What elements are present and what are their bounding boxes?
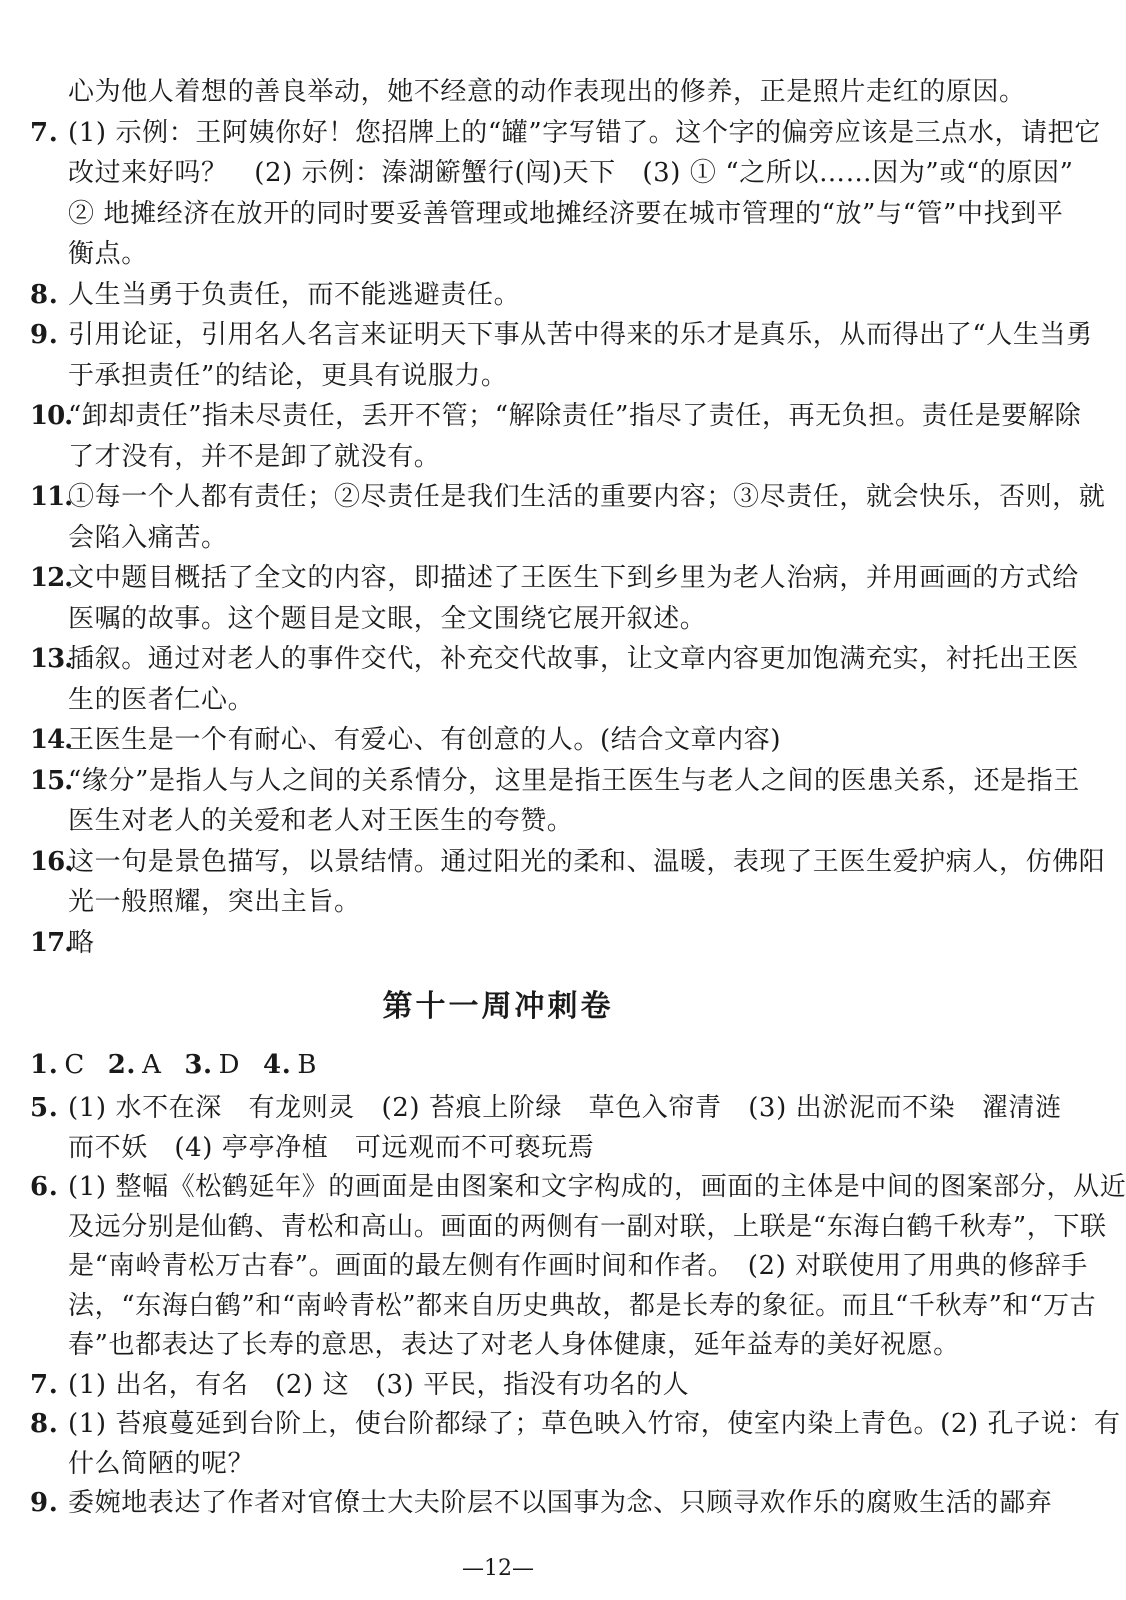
answer-text: ①每一个人都有责任；②尽责任是我们生活的重要内容；③尽责任，就会快乐，否则，就: [68, 482, 1106, 512]
answer-item: [30, 1404, 1121, 1444]
answer-text: ② 地摊经济在放开的同时要妥善管理或地摊经济要在城市管理的“放”与“管”中找到平: [68, 198, 1064, 229]
answer-text: 插叙。通过对老人的事件交代，补充交代故事，让文章内容更加饱满充实，衬托出王医: [68, 644, 1079, 674]
answer-continuation: [68, 1286, 1097, 1326]
answer-continuation: [68, 234, 978, 274]
answer-text: 春”也都表达了长寿的意思，表达了对老人身体健康，延年益寿的美好祝愿。: [68, 1330, 960, 1360]
answer-continuation: [68, 1128, 978, 1168]
answer-item: [30, 113, 1101, 153]
section-title: 第十一周冲刺卷: [382, 989, 614, 1024]
answer-text: 什么简陋的呢？: [68, 1448, 255, 1479]
answer-text: 了才没有，并不是卸了就没有。: [68, 441, 441, 472]
answer-continuation: [68, 194, 1064, 234]
answer-text: 心为他人着想的善良举动，她不经意的动作表现出的修养，正是照片走红的原因。: [68, 77, 1026, 107]
answer-continuation: [68, 356, 978, 396]
answer-item: [30, 1167, 1126, 1207]
answer-text: 改过来好吗？ (2) 示例：溱湖簖蟹行(闯)天下 (3) ① “之所以……因为”或“的原因”: [68, 158, 1074, 188]
answer-item: [30, 477, 1106, 517]
answer-text: “卸却责任”指未尽责任，丢开不管；“解除责任”指尽了责任，再无负担。责任是要解除: [68, 401, 1082, 431]
answer-number: 13.: [30, 644, 73, 674]
answer-number: 7.: [30, 1369, 59, 1400]
answer-item: [30, 1483, 1053, 1523]
answer-text: 王医生是一个有耐心、有爱心、有创意的人。(结合文章内容): [68, 725, 782, 755]
answer-text: 及远分别是仙鹤、青松和高山。画面的两侧有一副对联，上联是“东海白鹤千秋寿”，下联: [68, 1211, 1107, 1242]
answer-text: 衡点。: [68, 239, 148, 269]
answer-number: 14.: [30, 725, 73, 755]
answer-number: 8.: [30, 1409, 59, 1439]
answer-number: 12.: [30, 563, 73, 593]
answer-text: 是“南岭青松万古春”。画面的最左侧有作画时间和作者。 (2) 对联使用了用典的修辞手: [68, 1251, 1088, 1281]
answer-text: 医嘱的故事。这个题目是文眼，全文围绕它展开叙述。: [68, 603, 707, 634]
mc-num-4: 4.: [263, 1050, 292, 1080]
answer-text: 引用论证，引用名人名言来证明天下事从苦中得来的乐才是真乐，从而得出了“人生当勇: [68, 320, 1093, 350]
answer-text: “缘分”是指人与人之间的关系情分，这里是指王医生与老人之间的医患关系，还是指王: [68, 765, 1080, 796]
answer-number: 7.: [30, 117, 59, 148]
multiple-choice-answers: [30, 1045, 980, 1085]
answer-number: 17.: [30, 927, 73, 958]
answer-continuation: [68, 1325, 978, 1365]
answer-number: 6.: [30, 1172, 59, 1202]
answer-number: 11.: [30, 482, 73, 512]
mc-num-2: 2.: [107, 1050, 137, 1080]
mc-ans-2: A: [142, 1050, 162, 1080]
answer-text: 生的医者仁心。: [68, 684, 255, 715]
answer-item: [30, 558, 1079, 598]
answer-text: 委婉地表达了作者对官僚士大夫阶层不以国事为念、只顾寻欢作乐的腐败生活的鄙弃: [68, 1488, 1053, 1518]
answer-continuation: [68, 518, 978, 558]
answer-number: 9.: [30, 320, 59, 350]
answer-item: [30, 923, 980, 963]
answer-continuation: [68, 1246, 1088, 1286]
answer-text: 这一句是景色描写，以景结情。通过阳光的柔和、温暖，表现了王医生爱护病人，仿佛阳: [68, 846, 1106, 877]
answer-continuation: [68, 801, 978, 841]
answer-item: [30, 639, 1079, 679]
answer-text: 人生当勇于负责任，而不能逃避责任。: [68, 279, 521, 310]
answer-number: 16.: [30, 846, 73, 877]
answer-text: (1) 出名，有名 (2) 这 (3) 平民，指没有功名的人: [68, 1369, 690, 1400]
answer-continuation: [68, 153, 1074, 193]
answer-item: [30, 396, 1082, 436]
answer-continuation: [68, 680, 978, 720]
answer-text: 医生对老人的关爱和老人对王医生的夸赞。: [68, 806, 574, 836]
answer-continuation: [68, 72, 1026, 112]
mc-ans-3: D: [218, 1050, 241, 1080]
answer-number: 8.: [30, 279, 59, 310]
answer-text: (1) 示例：王阿姨你好！您招牌上的“罐”字写错了。这个字的偏旁应该是三点水，请把它: [68, 117, 1101, 148]
answer-text: (1) 水不在深 有龙则灵 (2) 苔痕上阶绿 草色入帘青 (3) 出淤泥而不染 濯清涟: [68, 1093, 1062, 1123]
answer-item: [30, 720, 980, 760]
page-number: —12—: [462, 1556, 534, 1581]
answer-continuation: [68, 599, 978, 639]
answer-text: 而不妖 (4) 亭亭净植 可远观而不可亵玩焉: [68, 1132, 595, 1163]
answer-text: 于承担责任”的结论，更具有说服力。: [68, 360, 508, 391]
answer-continuation: [68, 1444, 978, 1484]
answer-number: 15.: [30, 765, 73, 796]
answer-item: [30, 315, 1093, 355]
answer-continuation: [68, 882, 978, 922]
answer-item: [30, 842, 1106, 882]
answer-number: 9.: [30, 1488, 59, 1518]
mc-ans-1: C: [64, 1050, 85, 1080]
answer-item: [30, 761, 1080, 801]
answer-text: (1) 整幅《松鹤延年》的画面是由图案和文字构成的，画面的主体是中间的图案部分，从近: [68, 1172, 1126, 1202]
answer-item: [30, 1088, 1062, 1128]
mc-num-1: 1.: [30, 1050, 59, 1080]
answer-item: [30, 1365, 980, 1405]
mc-num-3: 3.: [184, 1050, 213, 1080]
answer-item: [30, 275, 980, 315]
answer-text: 略: [68, 927, 95, 958]
answer-continuation: [68, 437, 978, 477]
answer-text: 文中题目概括了全文的内容，即描述了王医生下到乡里为老人治病，并用画画的方式给: [68, 563, 1079, 593]
answer-text: (1) 苔痕蔓延到台阶上，使台阶都绿了；草色映入竹帘，使室内染上青色。(2) 孔子说：有: [68, 1409, 1121, 1439]
mc-ans-4: B: [297, 1050, 318, 1080]
answer-text: 会陷入痛苦。: [68, 522, 228, 553]
answer-number: 5.: [30, 1093, 59, 1123]
answer-number: 10.: [30, 401, 73, 431]
answer-text: 光一般照耀，突出主旨。: [68, 887, 361, 917]
answer-continuation: [68, 1207, 1107, 1247]
answer-text: 法，“东海白鹤”和“南岭青松”都来自历史典故，都是长寿的象征。而且“千秋寿”和“万古: [68, 1290, 1097, 1321]
